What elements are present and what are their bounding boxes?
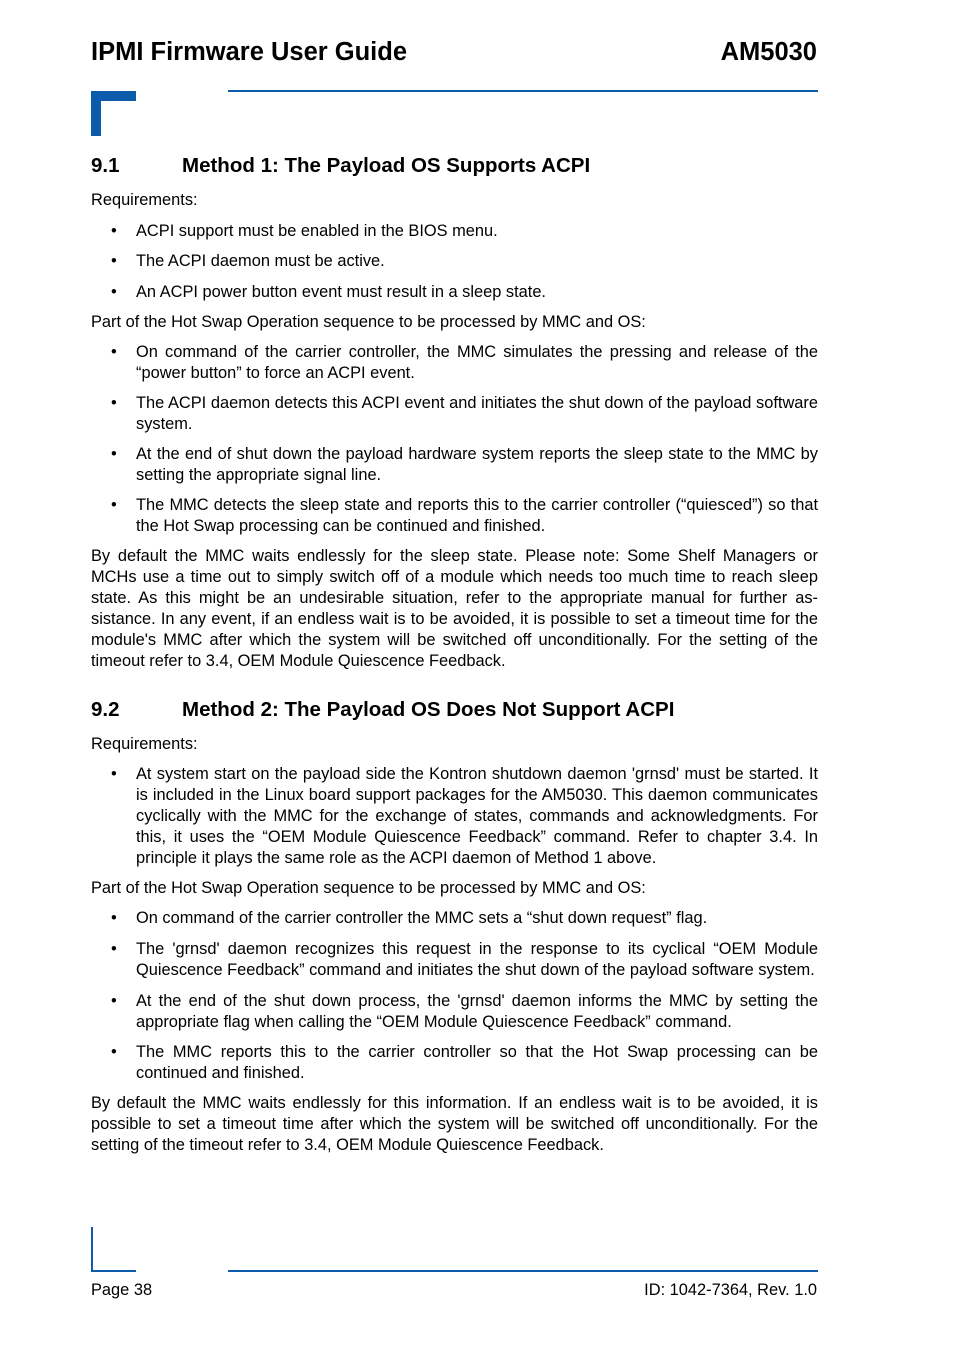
page-number: Page 38 — [91, 1281, 153, 1299]
sequence-intro: Part of the Hot Swap Operation sequence to be processed by MMC and OS: — [91, 879, 646, 897]
corner-mark-bottom-horizontal — [91, 1270, 136, 1272]
section-9-1 — [91, 152, 818, 672]
bullet-icon: • — [111, 992, 117, 1010]
requirements-label: Requirements: — [91, 735, 198, 753]
list-item: • At the end of shut down the payload hardware system reports the sleep state to the MMC by setting the appropriate signal line. — [111, 445, 818, 484]
document-id: ID: 1042-7364, Rev. 1.0 — [644, 1281, 817, 1299]
section-heading — [91, 152, 818, 180]
list-item: • The MMC detects the sleep state and reports this to the carrier controller (“quiesced”) so that the Hot Swap processing can be continued and finished. — [111, 496, 818, 535]
section-9-2 — [91, 696, 818, 1156]
list-item: • The MMC reports this to the carrier controller so that the Hot Swap processing can be continued and finished. — [111, 1043, 818, 1082]
bullet-icon: • — [111, 343, 117, 361]
footer-rule — [228, 1270, 818, 1272]
list-item: • On command of the carrier controller the MMC sets a “shut down request” flag. — [111, 909, 708, 927]
sequence-list — [91, 342, 818, 537]
section-title: Method 1: The Payload OS Supports ACPI — [182, 154, 591, 177]
bullet-icon: • — [111, 1043, 117, 1061]
bullet-icon: • — [111, 445, 117, 463]
list-item: • The 'grnsd' daemon recognizes this request in the response to its cyclical “OEM Module Quiescence Feedback” command and initiates the shut down of the payload software system. — [111, 940, 818, 979]
section-closing: By default the MMC waits endlessly for this information. If an endless wait is to be avoided, it is possible to set a timeout time after which the system will be switched off unconditionally. For the setting of the timeout refer to 3.4, OEM Module Quiescence Feedback. — [91, 1094, 818, 1154]
bullet-icon: • — [111, 222, 117, 240]
corner-mark-top-horizontal — [91, 91, 136, 101]
sequence-intro: Part of the Hot Swap Operation sequence to be processed by MMC and OS: — [91, 313, 646, 331]
list-item: • At system start on the payload side the Kontron shutdown daemon 'grnsd' must be started. It is included in the Linux board support packages for the AM5030. This daemon communicates cyclically with the MMC for the exchange of states, commands and acknowledgments. For this, it uses the “OEM Module Quiescence Feedback” command. Refer to chapter 3.4. In principle it plays the same role as the ACPI daemon of Method 1 above. — [111, 765, 818, 867]
header-rule — [228, 90, 818, 92]
list-item: • At the end of the shut down process, the 'grnsd' daemon informs the MMC by setting the appropriate flag when calling the “OEM Module Quiescence Feedback” command. — [111, 992, 818, 1031]
header-model: AM5030 — [720, 38, 817, 66]
corner-mark-bottom-vertical — [91, 1227, 93, 1272]
list-item: • The ACPI daemon must be active. — [111, 252, 385, 270]
bullet-icon: • — [111, 765, 117, 783]
requirements-list — [91, 764, 818, 869]
section-title: Method 2: The Payload OS Does Not Support ACPI — [182, 698, 675, 721]
section-heading — [91, 696, 818, 724]
list-item: • The ACPI daemon detects this ACPI event and initiates the shut down of the payload software system. — [111, 394, 818, 433]
bullet-icon: • — [111, 909, 117, 927]
section-number: 9.2 — [91, 698, 120, 721]
section-number: 9.1 — [91, 154, 120, 177]
requirements-list — [91, 221, 818, 303]
bullet-icon: • — [111, 283, 117, 301]
list-item: • On command of the carrier controller, the MMC simulates the pressing and release of the “power button” to force an ACPI event. — [111, 343, 818, 382]
requirements-label: Requirements: — [91, 191, 198, 209]
list-item: • ACPI support must be enabled in the BIOS menu. — [111, 222, 498, 240]
bullet-icon: • — [111, 394, 117, 412]
bullet-icon: • — [111, 252, 117, 270]
page-content — [91, 152, 818, 1156]
sequence-list — [91, 908, 818, 1084]
section-closing: By default the MMC waits endlessly for the sleep state. Please note: Some Shelf Managers or MCHs use a time out to simply switch off of a module which needs too much time to reach sleep state. As this might be an undesirable situation, refer to the appropriate manual for further assistance. In any event, if an endless wait is to be avoided, it is possible to set a timeout time for the module's MMC after which the system will be switched off unconditionally. For the setting of the timeout refer to 3.4, OEM Module Quiescence Feedback. — [91, 547, 818, 670]
bullet-icon: • — [111, 496, 117, 514]
bullet-icon: • — [111, 940, 117, 958]
header-title: IPMI Firmware User Guide — [91, 38, 408, 66]
list-item: • An ACPI power button event must result in a sleep state. — [111, 283, 546, 301]
